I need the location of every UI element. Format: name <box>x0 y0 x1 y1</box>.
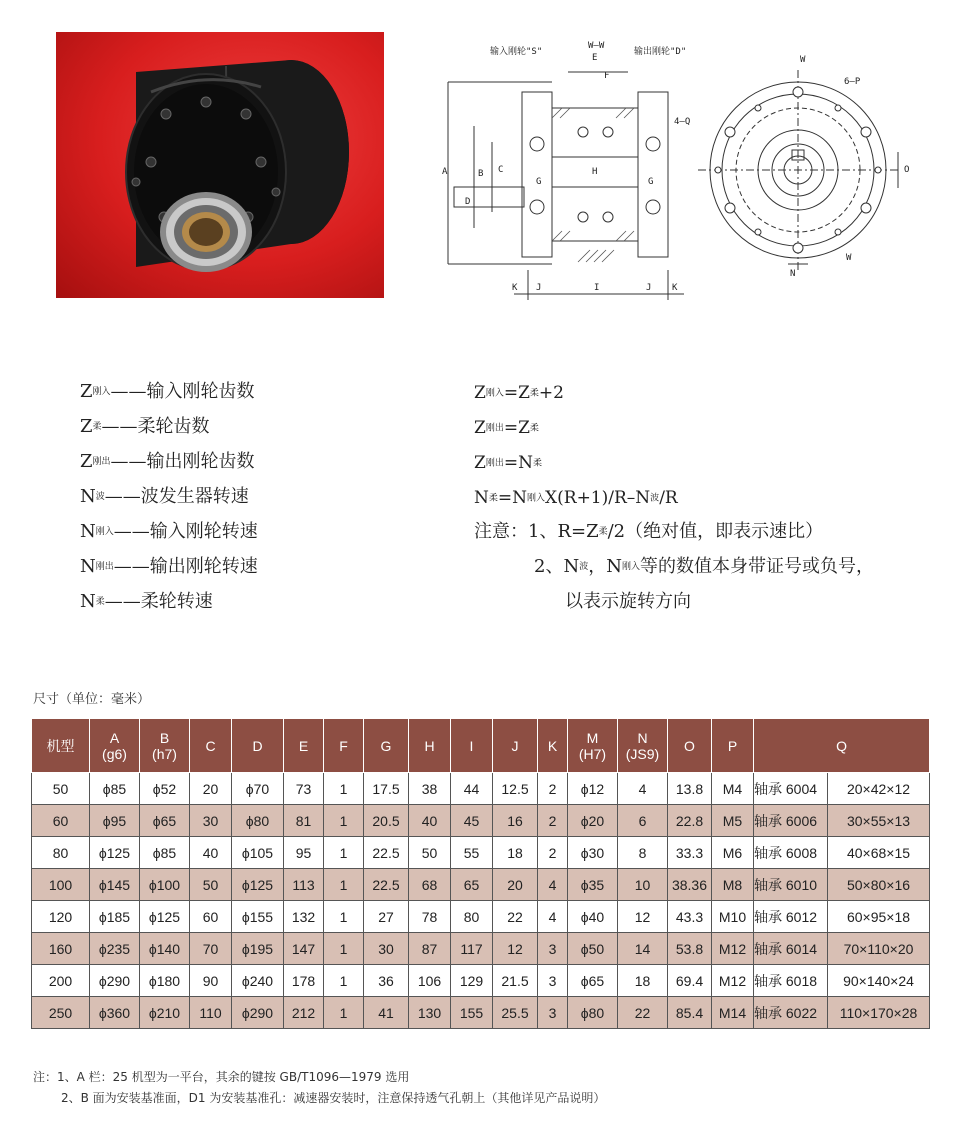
label-ww: W—W <box>588 41 605 51</box>
label-j-right: J <box>646 283 652 293</box>
table-cell: M14 <box>712 997 754 1029</box>
table-row <box>32 773 930 805</box>
table-cell: 轴承 6010 <box>754 869 828 901</box>
table-row <box>32 837 930 869</box>
def-symbol: Z <box>80 451 93 472</box>
table-cell: 106 <box>409 965 451 997</box>
table-cell: 轴承 6008 <box>754 837 828 869</box>
table-cell: 80 <box>451 901 493 933</box>
table-cell: 40 <box>190 837 232 869</box>
table-cell: 4 <box>538 869 568 901</box>
table-cell: 22 <box>493 901 538 933</box>
table-cell: 轴承 6018 <box>754 965 828 997</box>
eq-part: =Z <box>503 418 530 438</box>
definition-4 <box>80 485 249 509</box>
note-subscript: 柔 <box>598 527 608 537</box>
table-cell: 12.5 <box>493 773 538 805</box>
table-cell: ϕ40 <box>568 901 618 933</box>
table-cell: 20.5 <box>364 805 409 837</box>
table-caption: 尺寸（单位：毫米） <box>33 692 151 707</box>
label-k-right: K <box>672 283 678 293</box>
table-cell: 36 <box>364 965 409 997</box>
table-cell: 120 <box>32 901 90 933</box>
table-cell: ϕ70 <box>232 773 284 805</box>
table-cell: 轴承 6004 <box>754 773 828 805</box>
table-cell: 129 <box>451 965 493 997</box>
col-header: O <box>668 719 712 773</box>
eq-subscript: 刚入 <box>485 388 504 399</box>
table-cell: 78 <box>409 901 451 933</box>
table-cell: 65 <box>451 869 493 901</box>
table-row <box>32 965 930 997</box>
col-header: A (g6) <box>90 719 140 773</box>
table-cell: 1 <box>324 933 364 965</box>
table-cell: 45 <box>451 805 493 837</box>
table-cell: 1 <box>324 965 364 997</box>
note-subscript: 刚入 <box>621 562 640 572</box>
table-cell: 40×68×15 <box>828 837 930 869</box>
table-cell: 132 <box>284 901 324 933</box>
definition-2 <box>80 415 210 439</box>
table-cell: 73 <box>284 773 324 805</box>
table-cell: 3 <box>538 933 568 965</box>
table-cell: 30 <box>190 805 232 837</box>
table-cell: 8 <box>618 837 668 869</box>
table-cell: ϕ100 <box>140 869 190 901</box>
table-cell: 55 <box>451 837 493 869</box>
table-cell: 18 <box>618 965 668 997</box>
note-text: 2、N <box>534 556 580 577</box>
table-cell: ϕ195 <box>232 933 284 965</box>
eq-part: Z <box>474 383 486 403</box>
equation-4 <box>474 486 678 511</box>
table-header-row <box>32 719 930 773</box>
def-subscript: 柔 <box>95 597 105 607</box>
table-cell: 90 <box>190 965 232 997</box>
table-cell: 41 <box>364 997 409 1029</box>
table-cell: 30 <box>364 933 409 965</box>
table-cell: 1 <box>324 997 364 1029</box>
table-cell: 44 <box>451 773 493 805</box>
table-cell: ϕ185 <box>90 901 140 933</box>
table-cell: M12 <box>712 965 754 997</box>
table-cell: 87 <box>409 933 451 965</box>
def-text: ——输入刚轮齿数 <box>110 381 255 402</box>
eq-subscript: 柔 <box>529 423 539 434</box>
note-line-3: 以表示旋转方向 <box>565 591 691 612</box>
table-cell: 160 <box>32 933 90 965</box>
def-text: ——柔轮齿数 <box>101 416 210 437</box>
table-cell: 22.8 <box>668 805 712 837</box>
col-header: M (H7) <box>568 719 618 773</box>
label-e: E <box>592 53 598 63</box>
col-header: 机型 <box>32 719 90 773</box>
equation-2 <box>474 416 539 441</box>
table-cell: ϕ80 <box>568 997 618 1029</box>
table-cell: 1 <box>324 901 364 933</box>
table-cell: 212 <box>284 997 324 1029</box>
table-body <box>32 773 930 1029</box>
label-i: I <box>594 283 600 293</box>
note-line-1 <box>474 520 823 544</box>
definition-6 <box>80 555 258 579</box>
table-cell: 100 <box>32 869 90 901</box>
def-subscript: 刚入 <box>95 527 114 537</box>
note-text: 等的数值本身带证号或负号， <box>639 556 874 577</box>
eq-part: =N <box>503 453 533 473</box>
table-cell: ϕ155 <box>232 901 284 933</box>
table-cell: 50 <box>190 869 232 901</box>
table-cell: ϕ210 <box>140 997 190 1029</box>
table-cell: ϕ105 <box>232 837 284 869</box>
table-cell: M8 <box>712 869 754 901</box>
table-cell: 85.4 <box>668 997 712 1029</box>
table-cell: ϕ35 <box>568 869 618 901</box>
table-cell: ϕ125 <box>140 901 190 933</box>
table-cell: 25.5 <box>493 997 538 1029</box>
table-cell: 4 <box>538 901 568 933</box>
def-subscript: 波 <box>95 492 105 502</box>
eq-part: =N <box>497 488 528 508</box>
label-input-rigid: 输入刚轮"S" <box>490 47 543 57</box>
table-row <box>32 997 930 1029</box>
eq-part: +2 <box>538 383 564 403</box>
table-cell: M6 <box>712 837 754 869</box>
equation-1 <box>474 381 564 406</box>
eq-subscript: 波 <box>650 493 660 504</box>
note-subscript: 波 <box>579 562 589 572</box>
table-cell: ϕ290 <box>232 997 284 1029</box>
table-cell: ϕ125 <box>90 837 140 869</box>
def-symbol: N <box>80 591 96 612</box>
note-text: ，N <box>588 556 622 577</box>
table-cell: M10 <box>712 901 754 933</box>
label-4q: 4—Q <box>674 117 691 127</box>
col-header: B (h7) <box>140 719 190 773</box>
label-output-rigid: 输出刚轮"D" <box>634 47 687 57</box>
table-cell: 13.8 <box>668 773 712 805</box>
table-cell: ϕ360 <box>90 997 140 1029</box>
table-cell: 110 <box>190 997 232 1029</box>
table-cell: 60×95×18 <box>828 901 930 933</box>
col-header: C <box>190 719 232 773</box>
footnote-1: 注：1、A 栏：25 机型为一平台，其余的键按 GB/T1096—1979 选用 <box>33 1070 410 1084</box>
def-subscript: 刚出 <box>92 457 111 467</box>
table-row <box>32 805 930 837</box>
eq-part: Z <box>474 418 486 438</box>
table-cell: 12 <box>618 901 668 933</box>
table-cell: 178 <box>284 965 324 997</box>
table-cell: 2 <box>538 805 568 837</box>
table-cell: 60 <box>32 805 90 837</box>
col-header: D <box>232 719 284 773</box>
table-cell: ϕ50 <box>568 933 618 965</box>
label-j-left: J <box>536 283 542 293</box>
eq-subscript: 刚出 <box>485 423 504 434</box>
definition-5 <box>80 520 258 544</box>
equation-3 <box>474 451 542 476</box>
col-header: P <box>712 719 754 773</box>
table-cell: 68 <box>409 869 451 901</box>
table-cell: ϕ85 <box>140 837 190 869</box>
table-cell: 80 <box>32 837 90 869</box>
eq-part: =Z <box>503 383 530 403</box>
table-cell: ϕ80 <box>232 805 284 837</box>
table-cell: 50×80×16 <box>828 869 930 901</box>
label-a: A <box>442 167 448 177</box>
dimensions-table <box>31 718 930 1029</box>
product-photo <box>56 32 384 298</box>
table-cell: 6 <box>618 805 668 837</box>
table-cell: 130 <box>409 997 451 1029</box>
table-cell: 14 <box>618 933 668 965</box>
table-cell: 70×110×20 <box>828 933 930 965</box>
table-row <box>32 869 930 901</box>
table-cell: 38 <box>409 773 451 805</box>
definition-7 <box>80 590 213 614</box>
table-cell: 27 <box>364 901 409 933</box>
table-row <box>32 933 930 965</box>
table-cell: 4 <box>618 773 668 805</box>
col-header: E <box>284 719 324 773</box>
def-symbol: N <box>80 521 96 542</box>
table-cell: 69.4 <box>668 965 712 997</box>
col-header: K <box>538 719 568 773</box>
table-cell: 81 <box>284 805 324 837</box>
harmonic-reducer-image <box>56 32 384 298</box>
label-f: F <box>604 71 610 81</box>
table-cell: 90×140×24 <box>828 965 930 997</box>
col-header: H <box>409 719 451 773</box>
label-g-right: G <box>648 177 654 187</box>
table-cell: 250 <box>32 997 90 1029</box>
table-cell: ϕ180 <box>140 965 190 997</box>
definition-1 <box>80 380 255 404</box>
col-header: F <box>324 719 364 773</box>
label-c: C <box>498 165 504 175</box>
table-cell: ϕ145 <box>90 869 140 901</box>
note-text: 注意：1、R=Z <box>474 521 599 542</box>
label-o: O <box>904 165 910 175</box>
table-cell: 1 <box>324 869 364 901</box>
def-symbol: Z <box>80 416 93 437</box>
eq-part: /R <box>659 488 678 508</box>
table-cell: ϕ125 <box>232 869 284 901</box>
table-cell: ϕ235 <box>90 933 140 965</box>
table-cell: 22.5 <box>364 837 409 869</box>
table-cell: 38.36 <box>668 869 712 901</box>
table-cell: 2 <box>538 837 568 869</box>
def-symbol: Z <box>80 381 93 402</box>
label-h: H <box>592 167 598 177</box>
table-cell: 200 <box>32 965 90 997</box>
table-cell: 10 <box>618 869 668 901</box>
table-cell: ϕ30 <box>568 837 618 869</box>
table-cell: 113 <box>284 869 324 901</box>
table-cell: ϕ290 <box>90 965 140 997</box>
table-cell: ϕ140 <box>140 933 190 965</box>
table-cell: 30×55×13 <box>828 805 930 837</box>
table-cell: ϕ95 <box>90 805 140 837</box>
col-header: J <box>493 719 538 773</box>
table-cell: 20×42×12 <box>828 773 930 805</box>
eq-part: N <box>474 488 489 508</box>
table-cell: 1 <box>324 837 364 869</box>
label-d: D <box>465 197 471 207</box>
table-cell: 110×170×28 <box>828 997 930 1029</box>
technical-drawing <box>428 32 928 332</box>
table-cell: ϕ52 <box>140 773 190 805</box>
table-cell: ϕ20 <box>568 805 618 837</box>
table-cell: M4 <box>712 773 754 805</box>
eq-subscript: 柔 <box>488 493 498 504</box>
label-b: B <box>478 169 484 179</box>
col-header: Q <box>754 719 930 773</box>
table-cell: ϕ65 <box>140 805 190 837</box>
eq-subscript: 刚出 <box>485 458 504 469</box>
table-cell: ϕ240 <box>232 965 284 997</box>
table-cell: M12 <box>712 933 754 965</box>
eq-subscript: 柔 <box>532 458 542 469</box>
def-text: ——输出刚轮齿数 <box>110 451 255 472</box>
table-cell: 轴承 6006 <box>754 805 828 837</box>
table-cell: 轴承 6014 <box>754 933 828 965</box>
table-cell: M5 <box>712 805 754 837</box>
def-text: ——波发生器转速 <box>104 486 249 507</box>
table-cell: ϕ12 <box>568 773 618 805</box>
table-cell: 3 <box>538 965 568 997</box>
eq-part: Z <box>474 453 486 473</box>
footnote-2: 2、B 面为安装基准面，D1 为安装基准孔：减速器安装时，注意保持透气孔朝上（其他详见产品说明） <box>61 1091 606 1105</box>
table-cell: 1 <box>324 773 364 805</box>
table-cell: 轴承 6022 <box>754 997 828 1029</box>
def-text: ——输入刚轮转速 <box>113 521 258 542</box>
def-subscript: 柔 <box>92 422 102 432</box>
label-w-top: W <box>800 55 806 65</box>
table-cell: 155 <box>451 997 493 1029</box>
table-cell: 2 <box>538 773 568 805</box>
table-cell: 147 <box>284 933 324 965</box>
eq-part: X(R+1)/R–N <box>545 488 651 508</box>
table-cell: 95 <box>284 837 324 869</box>
table-cell: 3 <box>538 997 568 1029</box>
table-cell: 50 <box>32 773 90 805</box>
def-subscript: 刚入 <box>92 387 111 397</box>
col-header: G <box>364 719 409 773</box>
table-cell: 20 <box>190 773 232 805</box>
definition-3 <box>80 450 255 474</box>
col-header: N (JS9) <box>618 719 668 773</box>
def-symbol: N <box>80 486 96 507</box>
eq-subscript: 刚入 <box>527 493 546 504</box>
note-line-2 <box>534 555 874 579</box>
table-cell: 18 <box>493 837 538 869</box>
table-cell: 22 <box>618 997 668 1029</box>
table-cell: 12 <box>493 933 538 965</box>
table-row <box>32 901 930 933</box>
table-cell: 轴承 6012 <box>754 901 828 933</box>
eq-subscript: 柔 <box>529 388 539 399</box>
col-header: I <box>451 719 493 773</box>
table-cell: 21.5 <box>493 965 538 997</box>
def-subscript: 刚出 <box>95 562 114 572</box>
table-cell: 1 <box>324 805 364 837</box>
table-cell: 60 <box>190 901 232 933</box>
table-cell: 117 <box>451 933 493 965</box>
note-text: /2（绝对值，即表示速比） <box>607 521 824 542</box>
label-w-bottom: W <box>846 253 852 263</box>
table-cell: ϕ85 <box>90 773 140 805</box>
label-6p: 6—P <box>844 77 861 87</box>
table-cell: 22.5 <box>364 869 409 901</box>
table-cell: 50 <box>409 837 451 869</box>
table-cell: 43.3 <box>668 901 712 933</box>
def-symbol: N <box>80 556 96 577</box>
table-cell: 70 <box>190 933 232 965</box>
table-cell: 20 <box>493 869 538 901</box>
def-text: ——输出刚轮转速 <box>113 556 258 577</box>
label-g-left: G <box>536 177 542 187</box>
table-cell: 53.8 <box>668 933 712 965</box>
def-text: ——柔轮转速 <box>104 591 213 612</box>
table-cell: ϕ65 <box>568 965 618 997</box>
table-cell: 17.5 <box>364 773 409 805</box>
table-cell: 33.3 <box>668 837 712 869</box>
table-cell: 40 <box>409 805 451 837</box>
section-and-end-view <box>428 32 928 332</box>
label-n: N <box>790 269 796 279</box>
table-cell: 16 <box>493 805 538 837</box>
label-k-left: K <box>512 283 518 293</box>
